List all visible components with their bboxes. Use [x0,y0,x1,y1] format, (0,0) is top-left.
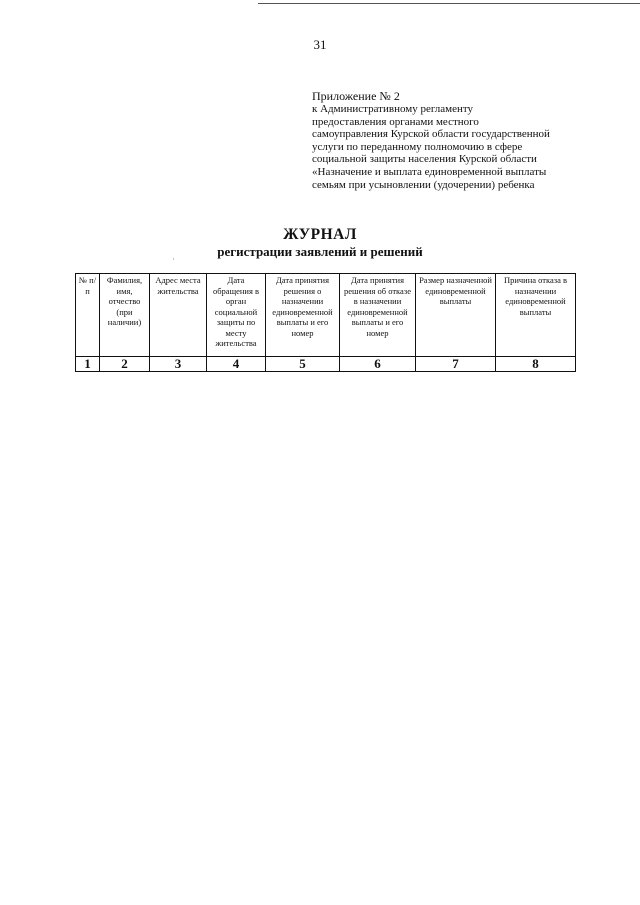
appendix-line: семьям при усыновлении (удочерении) ребенка [312,178,535,191]
appendix-line: предоставления органами местного [312,115,479,128]
appendix-line: самоуправления Курской области государственной [312,128,550,141]
column-number: 1 [76,357,100,372]
column-header-address: Адрес места жительства [150,274,207,357]
column-number-row [76,357,576,372]
column-header-approval-decision: Дата принятия решения о назначении единовременной выплаты и его номер [266,274,340,357]
appendix-line: услуги по переданному полномочию в сфере [312,140,523,153]
column-number: 7 [416,357,496,372]
page-number: 31 [313,37,327,52]
column-number: 5 [266,357,340,372]
column-header-payment-amount: Размер назначенной единовременной выплаты [416,274,496,357]
stray-mark: · [172,254,175,264]
column-header-number: № п/п [76,274,100,357]
appendix-line: социальной защиты населения Курской области [312,153,537,166]
column-number: 6 [340,357,416,372]
appendix-line: «Назначение и выплата единовременной выплаты [312,165,547,178]
column-header-refusal-decision: Дата принятия решения об отказе в назначении единовременной выплаты и его номер [340,274,416,357]
top-rule [258,3,640,4]
column-header-application-date: Дата обращения в орган социальной защиты по месту жительства [207,274,266,357]
column-number: 8 [496,357,576,372]
column-number: 4 [207,357,266,372]
journal-title: ЖУРНАЛ [283,226,357,243]
appendix-title: Приложение № 2 [312,89,400,103]
appendix-line: к Административному регламенту [312,103,474,115]
table-header-row [76,274,576,357]
journal-table [75,273,576,372]
column-header-full-name: Фамилия, имя, отчество (при наличии) [100,274,150,357]
appendix-block [312,89,602,191]
column-number: 2 [100,357,150,372]
column-header-refusal-reason: Причина отказа в назначении единовременной выплаты [496,274,576,357]
journal-subtitle: регистрации заявлений и решений [217,244,423,259]
column-number: 3 [150,357,207,372]
